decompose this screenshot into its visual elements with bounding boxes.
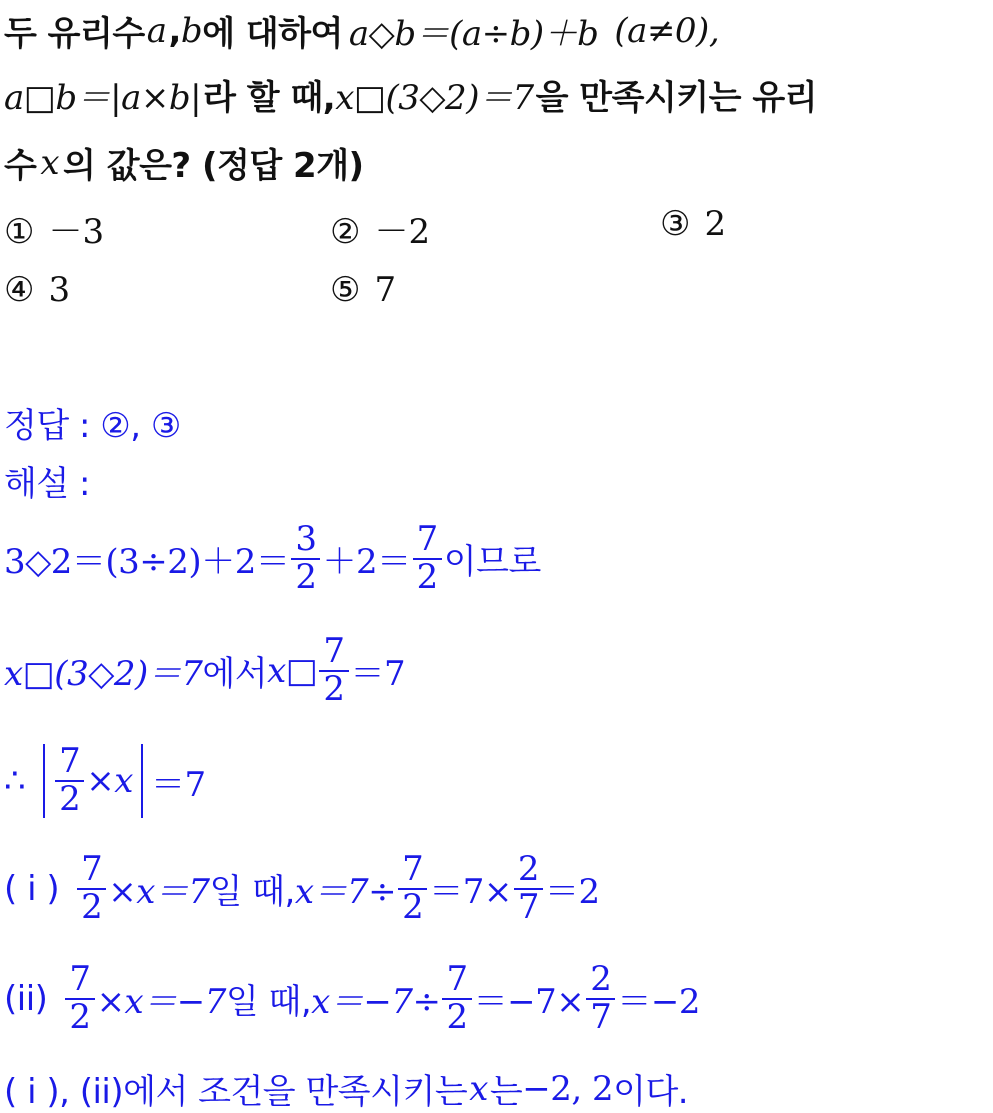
numerator: 7 (323, 631, 345, 671)
question-line-1 (4, 6, 719, 55)
option-2[interactable] (330, 204, 430, 253)
option-1[interactable] (4, 204, 104, 253)
denominator: 2 (65, 998, 94, 1036)
denominator: 2 (398, 888, 427, 926)
text: ( i ), (ii)에서 조건을 만족시키는 (4, 1072, 468, 1112)
fraction (442, 959, 471, 1037)
option-5[interactable] (330, 270, 396, 310)
option-value: 7 (374, 270, 397, 310)
expression: ＝7× (429, 872, 512, 913)
text: 두 유리수 (4, 14, 145, 54)
option-marker: ③ (660, 204, 691, 244)
expression: ＋2＝ (322, 542, 411, 583)
text: 는 (489, 1072, 523, 1112)
text: 라 할 때, (203, 78, 336, 118)
text: 수 (4, 146, 37, 186)
text: 이므로 (443, 542, 541, 583)
case-label: (ii) (4, 978, 48, 1019)
therefore-symbol: ∴ (4, 761, 26, 801)
option-value: －3 (48, 212, 105, 252)
text: 의 값은? (정답 2개) (63, 146, 364, 186)
fraction (319, 631, 348, 709)
question-line-3 (4, 138, 364, 187)
option-marker: ① (4, 212, 35, 252)
solution-conclusion (4, 1064, 688, 1113)
option-marker: ⑤ (330, 270, 361, 310)
expression: ＝7 (350, 654, 406, 695)
numerator: 7 (59, 741, 81, 782)
fraction (291, 519, 320, 597)
solution-step-3 (4, 741, 206, 819)
expression: ＝7 (150, 764, 206, 805)
numerator: 2 (517, 849, 540, 889)
text: 일 때, (225, 982, 312, 1023)
text: 일 때, (209, 872, 295, 913)
expression: ×x (86, 761, 133, 801)
text: 에 대하여 (202, 14, 343, 54)
expression: ＝−2 (617, 982, 700, 1023)
expression: x□(3◇2)＝7 (4, 654, 203, 695)
case-label: ( i ) (4, 868, 60, 909)
denominator: 2 (291, 558, 320, 596)
fraction (514, 849, 543, 927)
abs-bar-right (141, 744, 143, 818)
var-x: x (40, 142, 60, 183)
text: , (168, 10, 181, 51)
question-line-2 (4, 70, 817, 119)
expression: x□ (267, 650, 318, 691)
fraction (398, 849, 427, 927)
text: 에서 (202, 654, 268, 695)
var-b: b (180, 10, 203, 51)
expression: x＝7÷ (294, 872, 397, 913)
values: −2, 2 (522, 1068, 614, 1109)
numerator: 7 (402, 849, 424, 889)
equation: x□(3◇2)＝7 (335, 78, 534, 118)
fraction (413, 519, 442, 597)
numerator: 2 (590, 959, 612, 999)
expression: ×x＝−7 (96, 982, 226, 1023)
denominator: 2 (77, 888, 106, 926)
condition: (a≠0), (614, 10, 720, 51)
numerator: 7 (81, 849, 103, 889)
denominator: 2 (55, 780, 84, 818)
fraction (65, 959, 94, 1037)
expression: ＝2 (545, 872, 600, 913)
fraction (55, 741, 84, 819)
text: 이다. (613, 1072, 689, 1112)
explanation-label: 해설 : (4, 464, 90, 504)
numerator: 7 (446, 959, 468, 999)
numerator: 7 (69, 959, 91, 999)
denominator: 2 (413, 558, 442, 596)
denominator: 2 (319, 670, 348, 708)
fraction (586, 959, 615, 1037)
denominator: 2 (442, 998, 471, 1036)
square-definition: a□b＝|a×b| (4, 78, 202, 118)
option-value: 2 (704, 204, 727, 244)
denominator: 7 (514, 888, 543, 926)
fraction (77, 849, 106, 927)
abs-bar-left (43, 744, 45, 818)
var-x: x (469, 1068, 488, 1109)
option-3[interactable] (660, 204, 726, 244)
answer-label: 정답 : ②, ③ (4, 406, 181, 446)
numerator: 3 (295, 519, 317, 559)
numerator: 7 (416, 519, 438, 559)
expression: ＝−7× (473, 982, 585, 1023)
expression: ×x＝7 (108, 872, 210, 913)
option-4[interactable] (4, 270, 70, 310)
expression: 3◇2＝(3÷2)＋2＝ (4, 542, 290, 583)
solution-step-1 (4, 519, 541, 597)
option-marker: ② (330, 212, 361, 252)
denominator: 7 (586, 998, 615, 1036)
solution-case-1 (4, 849, 600, 927)
expression: x＝−7÷ (311, 982, 441, 1023)
solution-case-2 (4, 959, 700, 1037)
solution-step-2 (4, 631, 406, 709)
option-value: 3 (48, 270, 71, 310)
text: 을 만족시키는 유리 (535, 78, 818, 118)
diamond-definition: a◇b＝(a÷b)＋b (348, 14, 599, 54)
var-a: a (146, 10, 167, 51)
option-value: －2 (374, 212, 431, 252)
option-marker: ④ (4, 270, 35, 310)
